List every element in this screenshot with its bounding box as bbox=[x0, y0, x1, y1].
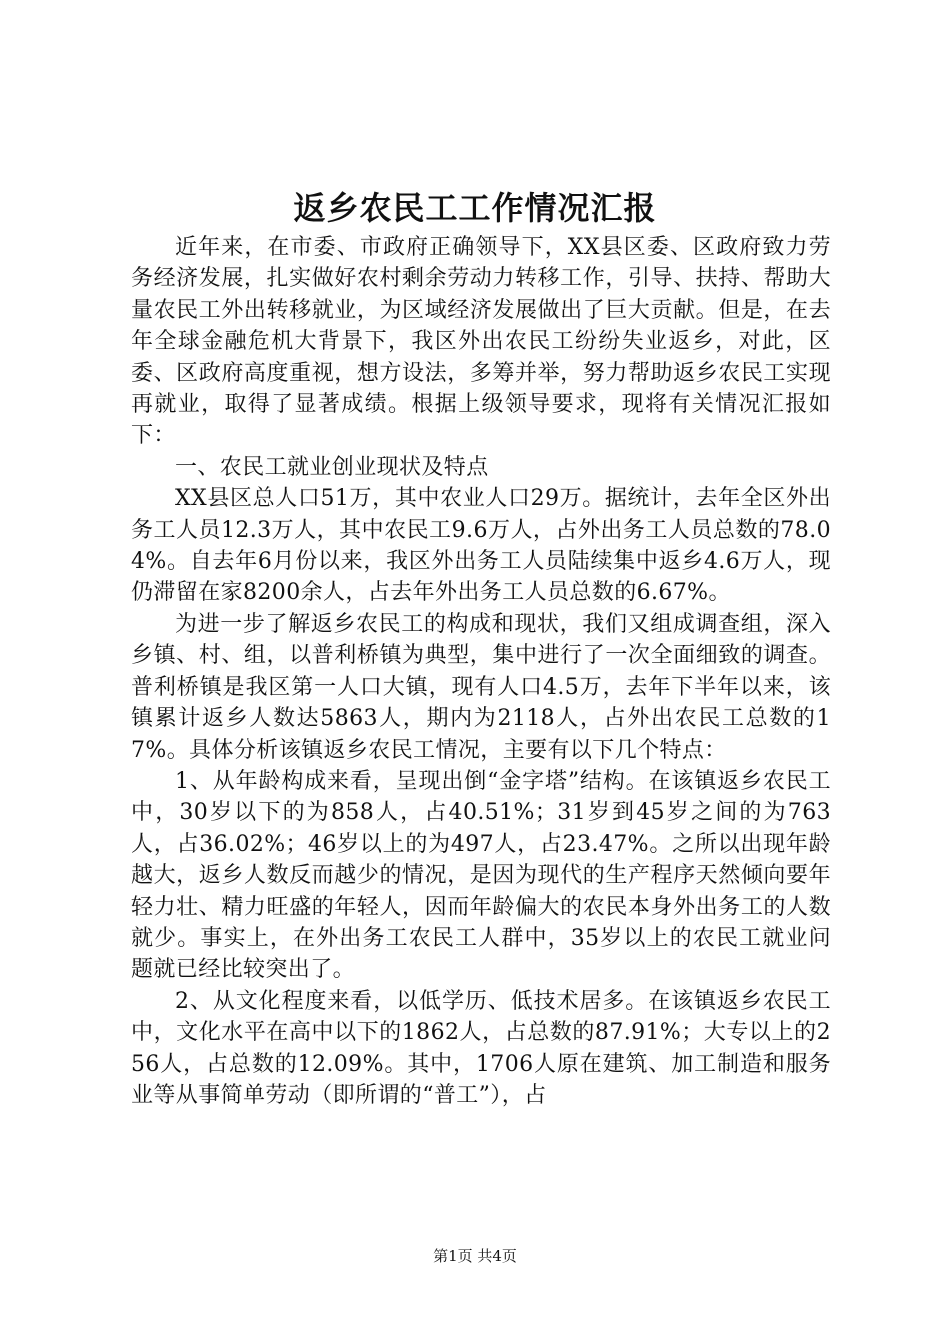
document-title: 返乡农民工工作情况汇报 bbox=[293, 189, 657, 227]
paragraph-population: XX县区总人口51万，其中农业人口29万。据统计，去年全区外出务工人员12.3万人，其中农民工9.6万人，占外出务工人员总数的78.04%。自去年6月份以来，我区外出务工人员陆续集中返乡4.6万人，现仍滞留在家8200余人，占去年外出务工人员总数的6.67%。 bbox=[131, 486, 831, 606]
paragraph-age-structure: 1、从年龄构成来看，呈现出倒“金字塔”结构。在该镇返乡农民工中，30岁以下的为858人，占40.51%；31岁到45岁之间的为763人，占36.02%；46岁以上的为497人，占23.47%。之所以出现年龄越大，返乡人数反而越少的情况，是因为现代的生产程序天然倾向要年轻力壮、精力旺盛的年轻人，因而年龄偏大的农民本身外出务工的人数就少。事实上，在外出务工农民工人群中，35岁以上的农民工就业问题就已经比较突出了。 bbox=[131, 768, 831, 983]
paragraph-education: 2、从文化程度来看，以低学历、低技术居多。在该镇返乡农民工中，文化水平在高中以下的1862人，占总数的87.91%；大专以上的256人，占总数的12.09%。其中，1706人原在建筑、加工制造和服务业等从事简单劳动（即所谓的“普工”），占 bbox=[131, 988, 831, 1108]
paragraph-survey: 为进一步了解返乡农民工的构成和现状，我们又组成调查组，深入乡镇、村、组，以普利桥镇为典型，集中进行了一次全面细致的调查。普利桥镇是我区第一人口大镇，现有人口4.5万，去年下半年以来，该镇累计返乡人数达5863人，期内为2118人，占外出农民工总数的17%。具体分析该镇返乡农民工情况，主要有以下几个特点： bbox=[131, 611, 831, 763]
section-heading: 一、农民工就业创业现状及特点 bbox=[175, 454, 489, 480]
page-footer: 第1页 共4页 bbox=[433, 1247, 517, 1265]
paragraph-intro: 近年来，在市委、市政府正确领导下，XX县区委、区政府致力劳务经济发展，扎实做好农村剩余劳动力转移工作，引导、扶持、帮助大量农民工外出转移就业，为区域经济发展做出了巨大贡献。但是，在去年全球金融危机大背景下，我区外出农民工纷纷失业返乡，对此，区委、区政府高度重视，想方设法，多筹并举，努力帮助返乡农民工实现再就业，取得了显著成绩。根据上级领导要求，现将有关情况汇报如下： bbox=[131, 235, 831, 449]
document-body bbox=[131, 232, 831, 1111]
